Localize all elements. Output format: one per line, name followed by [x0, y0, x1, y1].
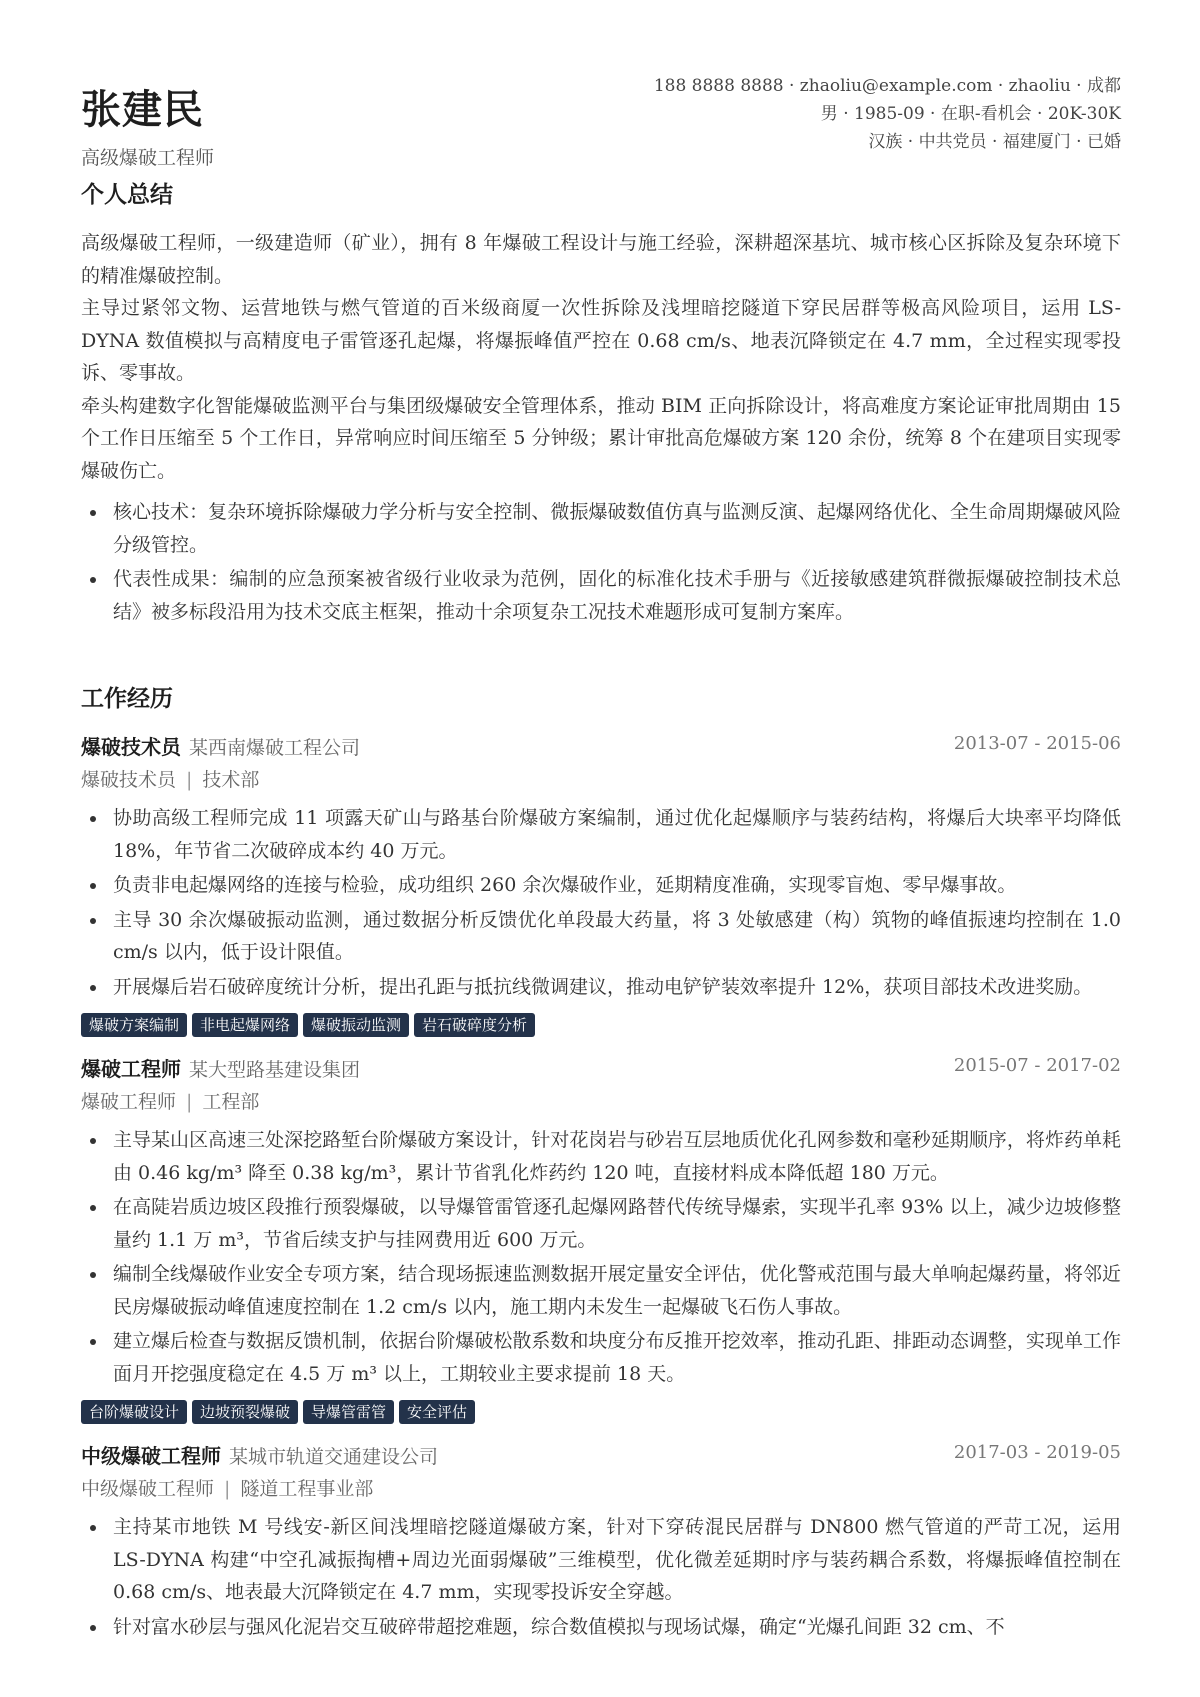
summary-bullets [81, 496, 1121, 628]
job-date: 2013-07 - 2015-06 [953, 733, 1121, 754]
summary-paragraph: 牵头构建数字化智能爆破监测平台与集团级爆破安全管理体系，推动 BIM 正向拆除设计，将高难度方案论证审批周期由 15 个工作日压缩至 5 个工作日，异常响应时间压缩至 5 分钟级；累计审批高危爆破方案 120 余份，统筹 8 个在建项目实现零爆破伤亡。 [81, 394, 1121, 482]
skill-tag: 导爆管雷管 [303, 1400, 394, 1424]
job-position: 爆破技术员 [81, 769, 177, 791]
job-tags [81, 1013, 1121, 1037]
job-bullet: 在高陡岩质边坡区段推行预裂爆破，以导爆管雷管逐孔起爆网路替代传统导爆索，实现半孔率 93% 以上，减少边坡修整量约 1.1 万 m³，节省后续支护与挂网费用近 600 万元。 [81, 1191, 1121, 1256]
job-bullet: 针对富水砂层与强风化泥岩交互破碎带超挖难题，综合数值模拟与现场试爆，确定“光爆孔间距 32 cm、不 [81, 1611, 1121, 1644]
contact-info [654, 72, 1121, 156]
skill-tag: 非电起爆网络 [192, 1013, 298, 1037]
job-bullets [81, 1124, 1121, 1390]
job-position: 爆破工程师 [81, 1091, 177, 1113]
job-date: 2017-03 - 2019-05 [953, 1442, 1121, 1463]
skill-tag: 台阶爆破设计 [81, 1400, 187, 1424]
job-subtitle [81, 1474, 1121, 1501]
summary-heading: 个人总结 [81, 181, 173, 208]
resume-header [81, 0, 1121, 170]
job-department: 技术部 [202, 769, 260, 791]
summary-bullet: 代表性成果：编制的应急预案被省级行业收录为范例，固化的标准化技术手册与《近接敏感建筑群微振爆破控制技术总结》被多标段沿用为技术交底主框架，推动十余项复杂工况技术难题形成可复制方案库。 [81, 563, 1121, 628]
job-role: 爆破工程师 [81, 1057, 181, 1081]
skill-tag: 边坡预裂爆破 [192, 1400, 298, 1424]
job-bullet: 开展爆后岩石破碎度统计分析，提出孔距与抵抗线微调建议，推动电铲铲装效率提升 12%，获项目部技术改进奖励。 [81, 971, 1121, 1004]
skill-tag: 爆破方案编制 [81, 1013, 187, 1037]
job-bullet: 协助高级工程师完成 11 项露天矿山与路基台阶爆破方案编制，通过优化起爆顺序与装药结构，将爆后大块率平均降低 18%，年节省二次破碎成本约 40 万元。 [81, 802, 1121, 867]
job-company: 某城市轨道交通建设公司 [229, 1446, 439, 1468]
summary-paragraph: 高级爆破工程师，一级建造师（矿业），拥有 8 年爆破工程设计与施工经验，深耕超深基坑、城市核心区拆除及复杂环境下的精准爆破控制。 [81, 232, 1121, 287]
job-bullet: 编制全线爆破作业安全专项方案，结合现场振速监测数据开展定量安全评估，优化警戒范围与最大单响起爆药量，将邻近民房爆破振动峰值速度控制在 1.2 cm/s 以内，施工期内未发生一起爆破飞石伤人事故。 [81, 1258, 1121, 1323]
job-subtitle [81, 1087, 1121, 1114]
summary-section [81, 176, 1121, 630]
job-header [81, 1053, 1121, 1084]
candidate-name: 张建民 [81, 86, 204, 133]
job-date: 2015-07 - 2017-02 [953, 1055, 1121, 1076]
contact-line-1: 188 8888 8888 · zhaoliu@example.com · zhaoliu · 成都 [653, 76, 1121, 96]
work-heading: 工作经历 [81, 685, 173, 712]
job-position: 中级爆破工程师 [81, 1478, 215, 1500]
resume-page [81, 0, 1121, 1638]
candidate-title: 高级爆破工程师 [81, 147, 215, 169]
job-bullets [81, 802, 1121, 1003]
job-bullet: 建立爆后检查与数据反馈机制，依据台阶爆破松散系数和块度分布反推开挖效率，推动孔距、排距动态调整，实现单工作面月开挖强度稳定在 4.5 万 m³ 以上，工期较业主要求提前 18 天。 [81, 1325, 1121, 1390]
job-role: 中级爆破工程师 [81, 1444, 221, 1468]
job-department: 工程部 [202, 1091, 260, 1113]
job-entry [81, 731, 1121, 1037]
contact-line-2: 男 · 1985-09 · 在职-看机会 · 20K-30K [820, 104, 1121, 124]
job-separator: | [186, 769, 193, 791]
job-bullet: 主持某市地铁 M 号线安-新区间浅埋暗挖隧道爆破方案，针对下穿砖混民居群与 DN800 燃气管道的严苛工况，运用 LS-DYNA 构建“中空孔减振掏槽+周边光面弱爆破”三维模型，优化微差延期时序与装药耦合系数，将爆振峰值控制在 0.68 cm/s、地表最大沉降锁定在 4.7 mm，实现零投诉安全穿越。 [81, 1511, 1121, 1609]
job-header [81, 731, 1121, 762]
summary-paragraph: 主导过紧邻文物、运营地铁与燃气管道的百米级商厦一次性拆除及浅埋暗挖隧道下穿民居群等极高风险项目，运用 LS-DYNA 数值模拟与高精度电子雷管逐孔起爆，将爆振峰值严控在 0.68 cm/s、地表沉降锁定在 4.7 mm，全过程实现零投诉、零事故。 [81, 297, 1121, 384]
job-header [81, 1440, 1121, 1471]
job-tags [81, 1400, 1121, 1424]
skill-tag: 岩石破碎度分析 [414, 1013, 535, 1037]
job-bullet: 主导某山区高速三处深挖路堑台阶爆破方案设计，针对花岗岩与砂岩互层地质优化孔网参数和毫秒延期顺序，将炸药单耗由 0.46 kg/m³ 降至 0.38 kg/m³，累计节省乳化炸药约 120 吨，直接材料成本降低超 180 万元。 [81, 1124, 1121, 1189]
job-bullet: 主导 30 余次爆破振动监测，通过数据分析反馈优化单段最大药量，将 3 处敏感建（构）筑物的峰值振速均控制在 1.0 cm/s 以内，低于设计限值。 [81, 904, 1121, 969]
job-entry [81, 1053, 1121, 1424]
job-entry [81, 1440, 1121, 1643]
job-company: 某大型路基建设集团 [189, 1059, 361, 1081]
job-role: 爆破技术员 [81, 735, 181, 759]
skill-tag: 安全评估 [399, 1400, 475, 1424]
summary-bullet: 核心技术：复杂环境拆除爆破力学分析与安全控制、微振爆破数值仿真与监测反演、起爆网络优化、全生命周期爆破风险分级管控。 [81, 496, 1121, 561]
job-subtitle [81, 765, 1121, 792]
contact-line-3: 汉族 · 中共党员 · 福建厦门 · 已婚 [868, 132, 1121, 152]
job-company: 某西南爆破工程公司 [189, 737, 361, 759]
job-separator: | [186, 1091, 193, 1113]
skill-tag: 爆破振动监测 [303, 1013, 409, 1037]
job-bullet: 负责非电起爆网络的连接与检验，成功组织 260 余次爆破作业，延期精度准确，实现零盲炮、零早爆事故。 [81, 869, 1121, 902]
job-bullets [81, 1511, 1121, 1643]
job-separator: | [224, 1478, 231, 1500]
job-department: 隧道工程事业部 [240, 1478, 374, 1500]
work-section [81, 680, 1121, 1659]
